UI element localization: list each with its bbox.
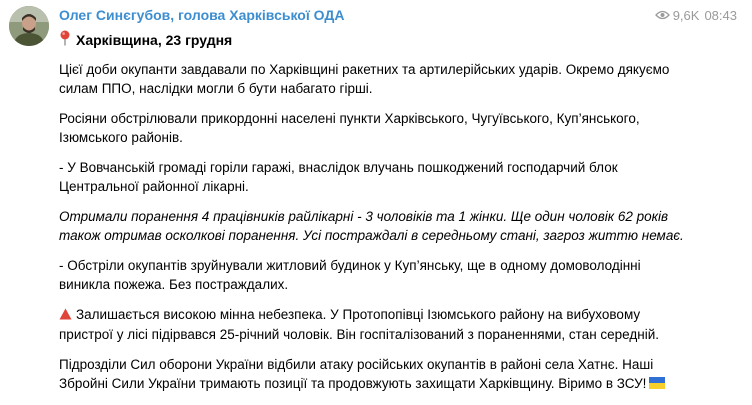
location-title-text: Харківщина, 23 грудня [76, 31, 233, 48]
paragraph: - Обстріли окупантів зруйнували житловий будинок у Куп’янську, ще в одному домоволодінні виникла пожежа. Без постраждалих. [59, 258, 641, 292]
paragraph-final [59, 355, 739, 394]
paragraph-final-text: Підрозділи Сил оборони України відбили атаку російських окупантів в районі села Хатнє. Наші Збройні Сили України тримають позиції та продовжують захищати Харківщину. Віримо в ЗСУ! [59, 357, 654, 391]
post-meta [655, 8, 737, 23]
avatar[interactable] [9, 6, 49, 46]
paragraph: Цієї доби окупанти завдавали по Харківщині ракетних та артилерійських ударів. Окремо дякуємо силам ППО, наслідки могли б бути набагато гірші. [59, 62, 670, 96]
post-body [59, 60, 739, 405]
paragraph: Росіяни обстрілювали прикордонні населені пункти Харківського, Чугуївського, Куп’янського, Ізюмського районів. [59, 111, 640, 145]
ukraine-flag-icon [649, 375, 665, 394]
avatar-image [9, 6, 49, 46]
paragraph-warning-text: Залишається високою мінна небезпека. У Протопопівці Ізюмського району на вибуховому пристрої у лісі підірвався 25-річний чоловік. Він госпіталізований з пораненнями, стан середній. [59, 307, 660, 342]
red-triangle-icon [59, 306, 72, 325]
paragraph-italic: Отримали поранення 4 працівників райлікарні - 3 чоловіків та 1 жінки. Ще один чоловік 62 років також отримав осколкові поранення. Усі постраждалі в середньому стані, загроз життю немає. [59, 209, 684, 243]
paragraph-warning [59, 305, 739, 344]
post-time: 08:43 [704, 8, 737, 23]
eye-icon [655, 8, 670, 23]
paragraph: - У Вовчанській громаді горіли гаражі, внаслідок влучань пошкоджений господарчий блок Центральної районної лікарні. [59, 160, 618, 194]
pushpin-icon [59, 30, 71, 49]
post-location-title [59, 30, 232, 49]
channel-author-name[interactable]: Олег Синєгубов, голова Харківської ОДА [59, 7, 345, 23]
view-count: 9,6K [672, 8, 700, 23]
